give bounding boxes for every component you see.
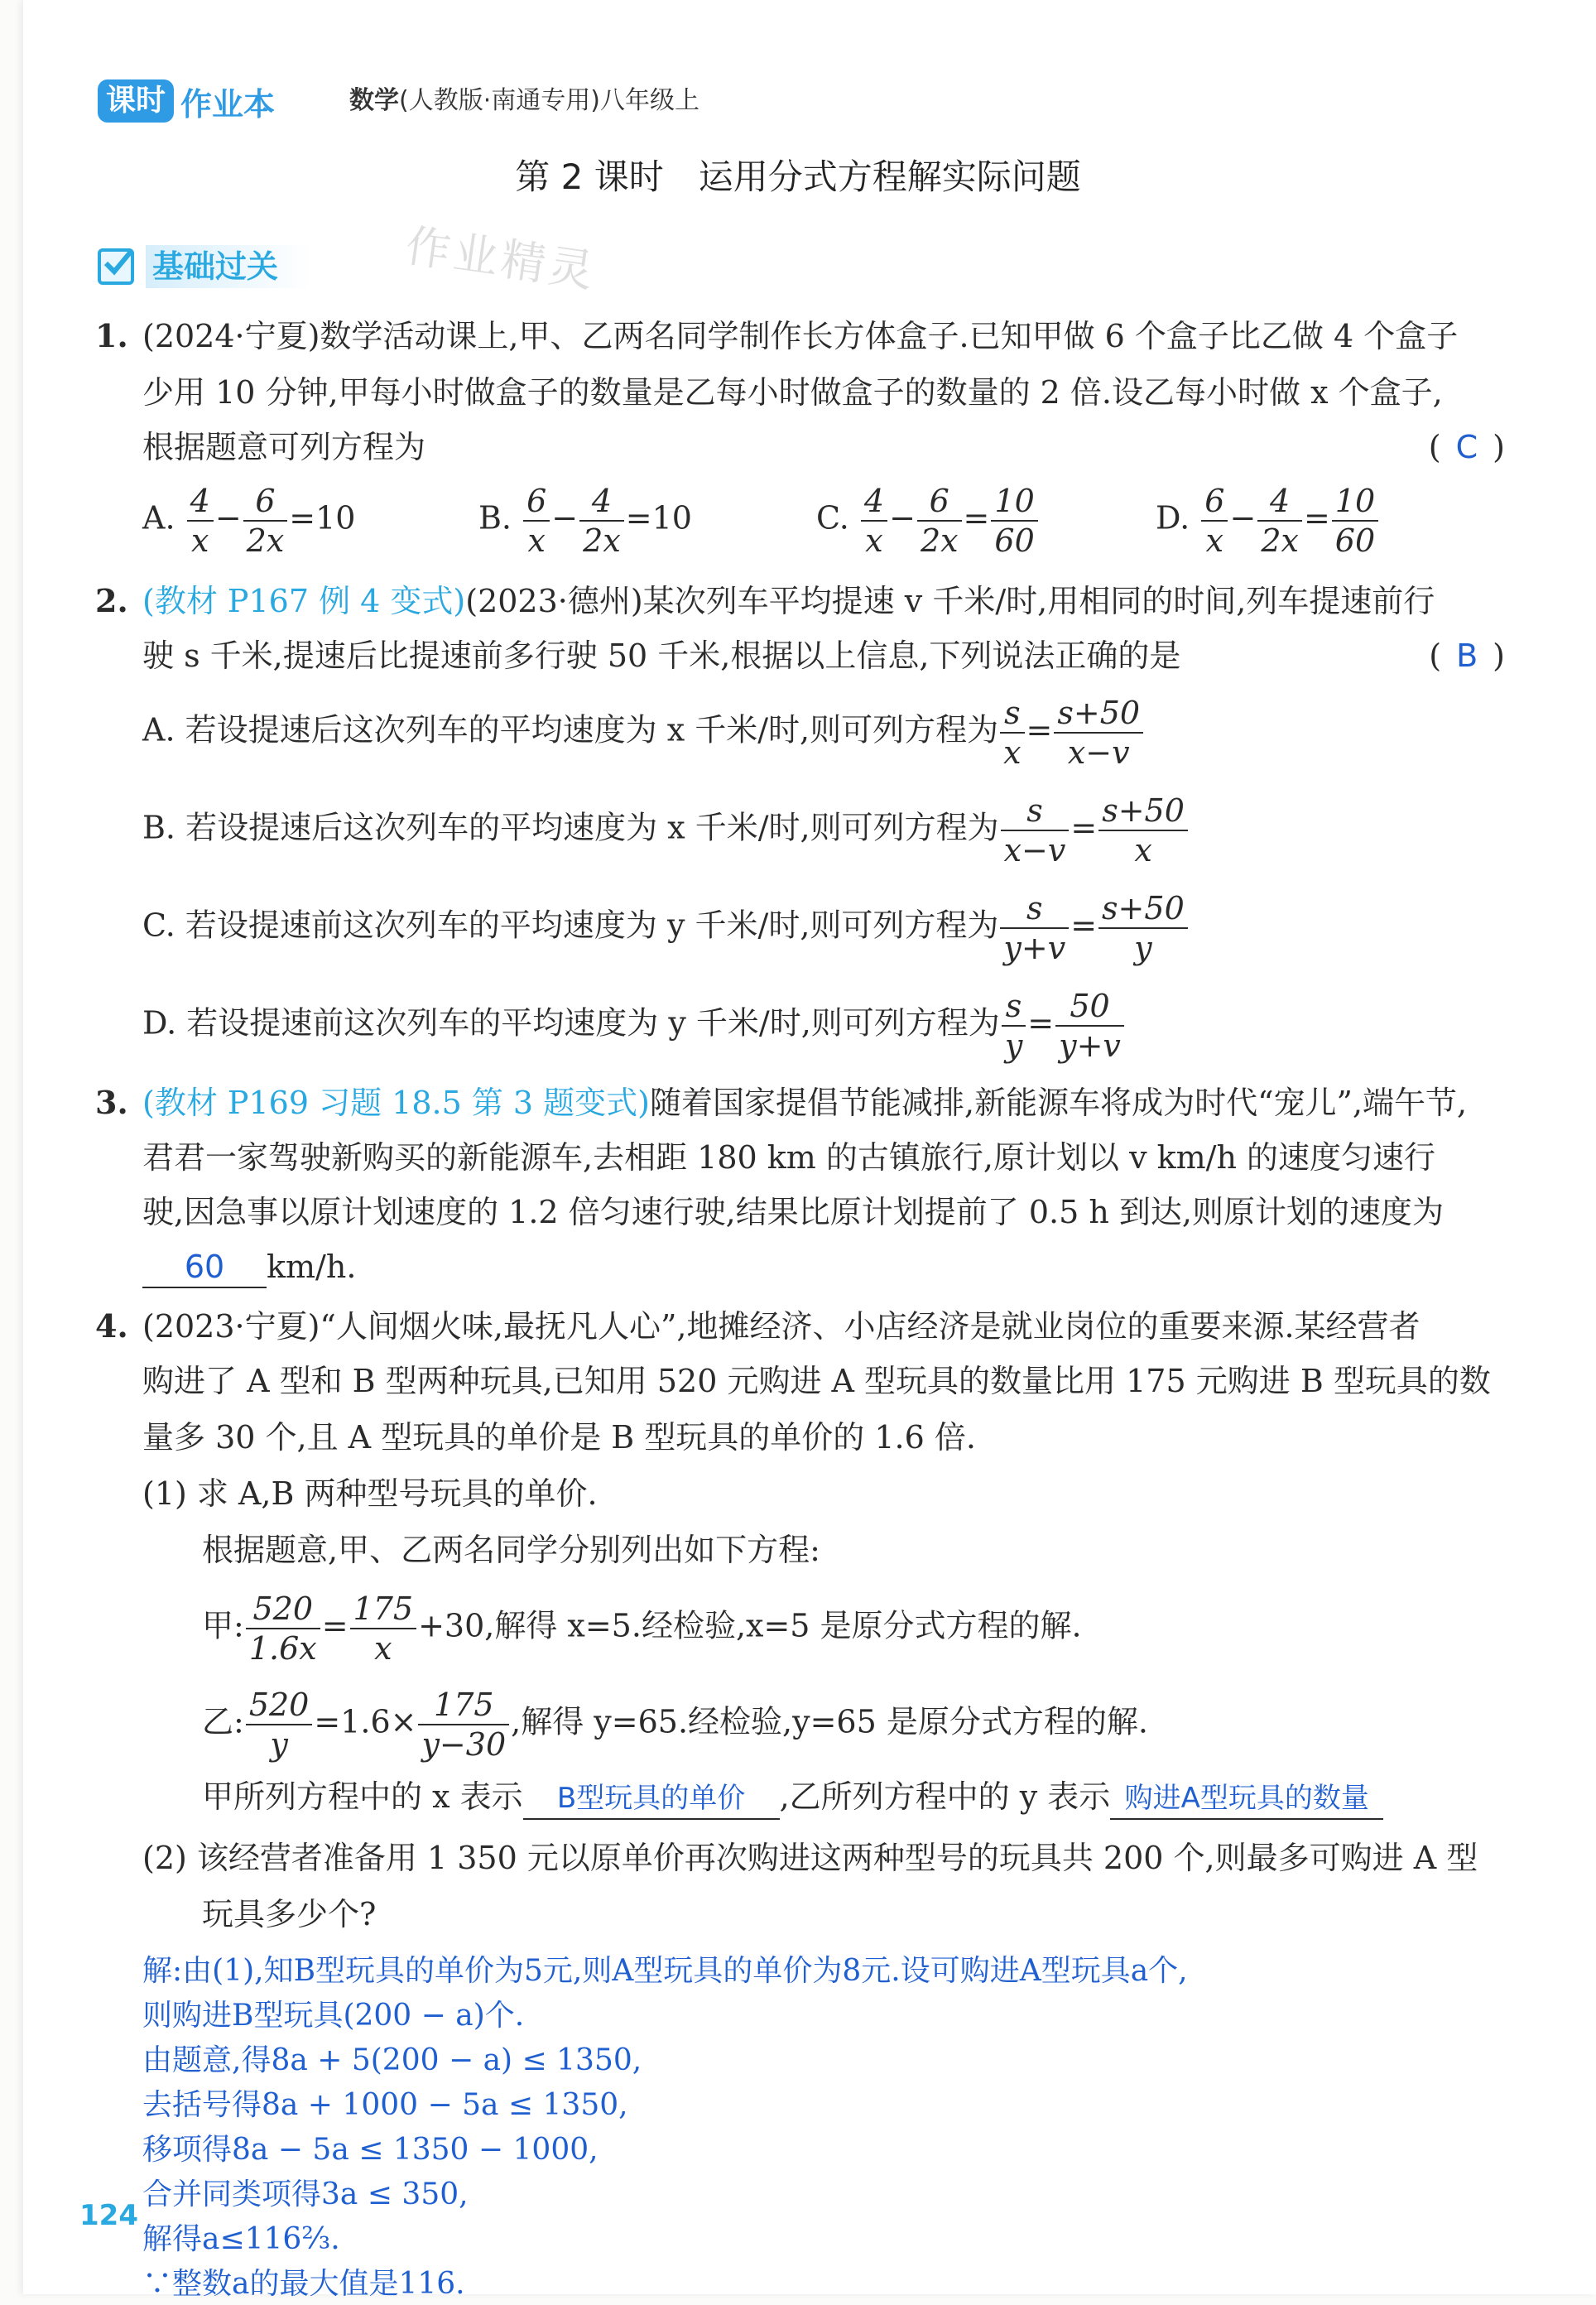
fraction	[187, 482, 214, 560]
numerator: s	[1002, 987, 1026, 1027]
numerator: 4	[187, 482, 214, 522]
option-label: D.	[1156, 499, 1190, 537]
q2-line2: 驶 s 千米,提速后比提速前多行驶 50 千米,根据以上信息,下列说法正确的是	[142, 638, 1181, 674]
fraction	[246, 1590, 320, 1667]
denominator: 1.6x	[248, 1630, 317, 1667]
q3-line2: 君君一家驾驶新购买的新能源车,去相距 180 km 的古镇旅行,原计划以 v km/h 的速度匀速行	[142, 1139, 1436, 1176]
q2-option-a: A. 若设提速后这次列车的平均速度为 x 千米/时,则可列方程为 $\frac{s}{x}$ = $\frac{s+50}{x-v}$	[142, 694, 1145, 772]
book-subtitle	[349, 84, 699, 118]
q1-answer: ( C )	[1428, 429, 1505, 465]
numerator: 50	[1055, 987, 1124, 1027]
q2-option-d: D. 若设提速前这次列车的平均速度为 y 千米/时,则可列方程为 $\frac{s}{y}$ = $\frac{50}{y+v}$	[142, 987, 1126, 1065]
yi-tail: ,解得 y=65.经检验,y=65 是原分式方程的解.	[511, 1703, 1148, 1740]
subject-label: 数学	[349, 86, 399, 115]
q4-part2-line1: (2) 该经营者准备用 1 350 元以原单价再次购进这两种型号的玩具共 200 个,则最多可购进 A 型	[142, 1840, 1478, 1876]
denominator: 2x	[920, 522, 959, 559]
option-label: C.	[816, 499, 849, 537]
solution-line: 由题意,得8a + 5(200 − a) ≤ 1350,	[142, 2043, 642, 2077]
yi-mid: =1.6×	[314, 1703, 417, 1740]
q4-part1: (1) 求 A,B 两种型号玩具的单价.	[142, 1475, 598, 1512]
denominator: x	[191, 522, 209, 559]
fraction	[523, 482, 550, 560]
fraction	[418, 1686, 509, 1764]
denominator: y	[270, 1726, 288, 1763]
brand-badge: 课时	[98, 79, 174, 123]
q4-meaning	[202, 1777, 1383, 1820]
q1-line2: 少用 10 分钟,甲每小时做盒子的数量是乙每小时做盒子的数量的 2 倍.设乙每小时做 x 个盒子,	[142, 374, 1443, 411]
solution-line: 移项得8a − 5a ≤ 1350 − 1000,	[142, 2133, 598, 2167]
fraction	[350, 1590, 417, 1667]
q1-option-a: A. $\frac{4}{x}$ − $\frac{6}{2x}$ =10	[142, 483, 356, 559]
fraction	[861, 482, 887, 560]
denominator: x	[865, 522, 883, 559]
q2-line1	[142, 581, 1435, 621]
numerator: s	[1001, 792, 1070, 831]
fraction	[917, 482, 962, 560]
option-label: C.	[142, 907, 175, 944]
q1-line1: (2024·宁夏)数学活动课上,甲、乙两名同学制作长方体盒子.已知甲做 6 个盒子比乙做 4 个盒子	[142, 318, 1459, 354]
q3-source: (教材 P169 习题 18.5 第 3 题变式)	[142, 1085, 651, 1121]
brand-logo	[98, 78, 275, 124]
page-number: 124	[79, 2199, 138, 2232]
rhs: =10	[289, 499, 356, 537]
fraction	[246, 1686, 313, 1764]
solution-line: 解:由(1),知B型玩具的单价为5元,则A型玩具的单价为8元.设可购进A型玩具a个,	[142, 1954, 1188, 1988]
numerator: 175	[418, 1686, 509, 1725]
numerator: s+50	[1054, 694, 1143, 734]
brand-name: 作业本	[180, 85, 276, 123]
meaning-x-prompt: 甲所列方程中的 x 表示	[202, 1778, 523, 1815]
option-label: B.	[142, 809, 176, 846]
numerator: s+50	[1098, 889, 1188, 929]
q3-line1	[142, 1083, 1467, 1123]
denominator: x	[1205, 522, 1224, 559]
fraction	[1332, 482, 1378, 560]
q3-unit: km/h.	[267, 1249, 357, 1285]
q2-option-c: C. 若设提速前这次列车的平均速度为 y 千米/时,则可列方程为 $\frac{s}{y+v}$ = $\frac{s+50}{y}$	[142, 889, 1190, 967]
fraction	[991, 482, 1037, 560]
q2-answer: ( B )	[1429, 638, 1505, 674]
denominator: y+v	[1059, 1027, 1121, 1064]
denominator: y+v	[1003, 930, 1066, 966]
fraction	[1098, 889, 1188, 967]
q1-line3: 根据题意可列方程为	[142, 429, 426, 465]
numerator: 175	[350, 1590, 417, 1629]
denominator: x	[1003, 734, 1022, 771]
solution-line: 解得a≤116⅔.	[142, 2222, 340, 2256]
option-text: 若设提速前这次列车的平均速度为 y 千米/时,则可列方程为	[186, 1004, 1000, 1042]
q2-line1-text: (2023·德州)某次列车平均提速 v 千米/时,用相同的时间,列车提速前行	[465, 583, 1435, 619]
denominator: 60	[1334, 522, 1376, 559]
denominator: x	[1134, 832, 1152, 869]
yi-label: 乙:	[202, 1703, 244, 1740]
q1-option-b: B. $\frac{6}{x}$ − $\frac{4}{2x}$ =10	[478, 483, 692, 559]
q4-line3: 量多 30 个,且 A 型玩具的单价是 B 型玩具的单价的 1.6 倍.	[142, 1419, 976, 1456]
denominator: x−v	[1003, 832, 1066, 869]
solution-line: 去括号得8a + 1000 − 5a ≤ 1350,	[142, 2088, 628, 2122]
numerator: 4	[861, 482, 887, 522]
fraction	[243, 482, 288, 560]
fraction	[1201, 482, 1228, 560]
q4-part2-line2: 玩具多少个?	[202, 1896, 377, 1932]
jia-label: 甲:	[202, 1607, 244, 1644]
numerator: 10	[991, 482, 1037, 522]
fraction	[1000, 694, 1024, 772]
denominator: x	[374, 1630, 392, 1667]
fraction	[1002, 987, 1026, 1065]
numerator: 520	[246, 1590, 320, 1629]
option-text: 若设提速后这次列车的平均速度为 x 千米/时,则可列方程为	[185, 809, 999, 846]
numerator: 4	[1257, 482, 1302, 522]
denominator: y−30	[421, 1726, 507, 1763]
numerator: 6	[523, 482, 550, 522]
fraction	[1055, 987, 1124, 1065]
option-label: B.	[478, 499, 512, 537]
option-label: A.	[142, 711, 175, 748]
numerator: s+50	[1098, 792, 1188, 831]
solution-line: 则购进B型玩具(200 − a)个.	[142, 1999, 525, 2033]
fraction	[1098, 792, 1188, 869]
solution-line: 合并同类项得3a ≤ 350,	[142, 2177, 469, 2211]
checkbox-icon	[98, 248, 134, 285]
denominator: 2x	[583, 522, 621, 559]
option-text: 若设提速后这次列车的平均速度为 x 千米/时,则可列方程为	[185, 711, 999, 748]
numerator: 4	[579, 482, 624, 522]
fraction	[1054, 694, 1143, 772]
lesson-title: 第 2 课时 运用分式方程解实际问题	[515, 156, 1081, 197]
denominator: y	[1004, 1027, 1023, 1064]
q4-line2: 购进了 A 型和 B 型两种玩具,已知用 520 元购进 A 型玩具的数量比用 175 元购进 B 型玩具的数	[142, 1363, 1491, 1399]
denominator: x	[527, 522, 546, 559]
numerator: s	[1000, 889, 1069, 929]
solution-line: ∵整数a的最大值是116.	[142, 2267, 465, 2301]
rhs: =10	[625, 499, 692, 537]
option-label: D.	[142, 1004, 177, 1042]
q1-answer-letter: C	[1455, 429, 1478, 465]
fraction	[1000, 889, 1069, 967]
denominator: x−v	[1067, 734, 1130, 771]
option-text: 若设提速前这次列车的平均速度为 y 千米/时,则可列方程为	[185, 907, 999, 944]
numerator: 6	[243, 482, 288, 522]
q3-number: 3.	[95, 1084, 128, 1121]
numerator: s	[1000, 694, 1024, 734]
denominator: 60	[994, 522, 1035, 559]
meaning-y-prompt: ,乙所列方程中的 y 表示	[779, 1778, 1111, 1815]
option-label: A.	[142, 499, 175, 537]
q2-source: (教材 P167 例 4 变式)	[142, 583, 466, 619]
q4-yi-equation	[202, 1686, 1148, 1764]
section-label: 基础过关	[146, 245, 311, 288]
q2-option-b: B. 若设提速后这次列车的平均速度为 x 千米/时,则可列方程为 $\frac{s}{x-v}$ = $\frac{s+50}{x}$	[142, 792, 1190, 869]
q2-number: 2.	[95, 582, 128, 619]
q1-number: 1.	[95, 317, 128, 354]
denominator: y	[1134, 930, 1152, 966]
q3-line4	[142, 1247, 356, 1288]
q3-line1-text: 随着国家提倡节能减排,新能源车将成为时代“宠儿”,端午节,	[650, 1085, 1468, 1121]
q3-line3: 驶,因急事以原计划速度的 1.2 倍匀速行驶,结果比原计划提前了 0.5 h 到达,则原计划的速度为	[142, 1194, 1444, 1230]
fraction	[1001, 792, 1070, 869]
fraction	[1257, 482, 1302, 560]
jia-tail: +30,解得 x=5.经检验,x=5 是原分式方程的解.	[418, 1607, 1082, 1644]
numerator: 520	[246, 1686, 313, 1725]
edition-label: (人教版·南通专用)八年级上	[399, 86, 699, 115]
q4-intro: 根据题意,甲、乙两名同学分别列出如下方程:	[202, 1532, 820, 1568]
denominator: 2x	[246, 522, 285, 559]
meaning-y-blank: 购进A型玩具的数量	[1110, 1778, 1383, 1820]
numerator: 6	[917, 482, 962, 522]
section-header	[98, 245, 311, 288]
q4-line1: (2023·宁夏)“人间烟火味,最抚凡人心”,地摊经济、小店经济是就业岗位的重要来源.某经营者	[142, 1308, 1421, 1345]
q3-answer-blank: 60	[142, 1247, 267, 1288]
q1-option-c: C. $\frac{4}{x}$ − $\frac{6}{2x}$ = $\frac{10}{60}$	[816, 482, 1040, 560]
q2-answer-letter: B	[1456, 638, 1478, 674]
q4-number: 4.	[95, 1307, 128, 1345]
numerator: 6	[1201, 482, 1228, 522]
watermark: 作业精灵	[402, 219, 600, 298]
q4-jia-equation: 甲: $\frac{520}{1.6x}$ = $\frac{175}{x}$ +30,解得 x=5.经检验,x=5 是原分式方程的解.	[202, 1590, 1082, 1667]
meaning-x-blank: B型玩具的单价	[523, 1778, 780, 1820]
q1-option-d: D. $\frac{6}{x}$ − $\frac{4}{2x}$ = $\frac{10}{60}$	[1156, 482, 1380, 560]
fraction	[579, 482, 624, 560]
denominator: 2x	[1261, 522, 1299, 559]
numerator: 10	[1332, 482, 1378, 522]
